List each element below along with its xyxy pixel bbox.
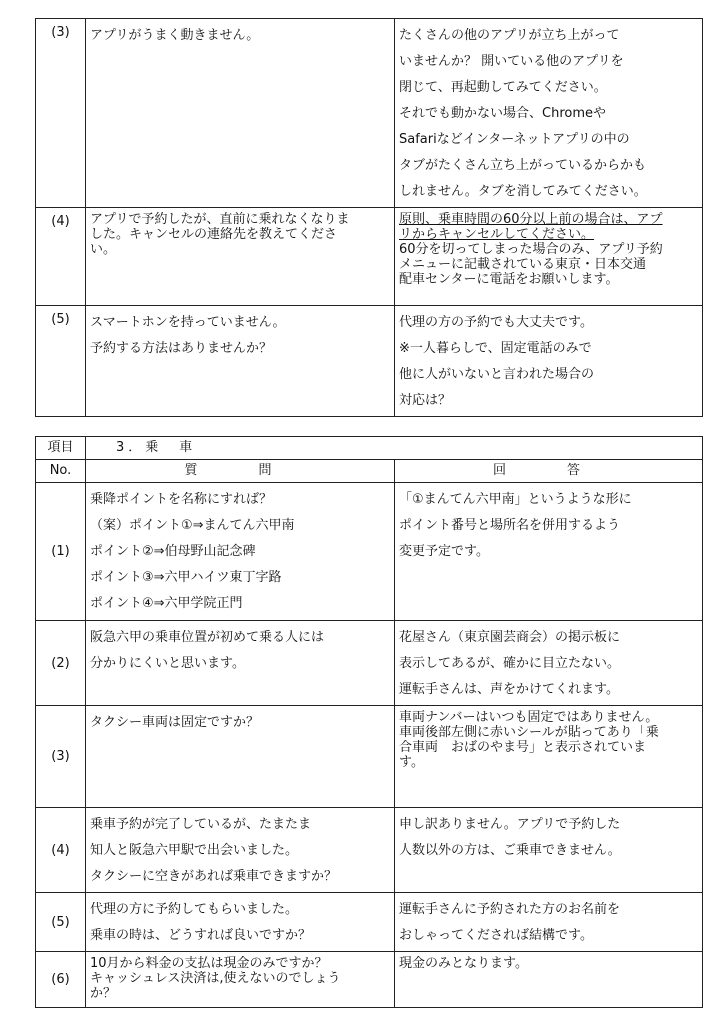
answer-line: 現金のみとなります。 xyxy=(399,956,528,971)
answer-line: 代理の方の予約でも大丈夫です。 xyxy=(399,315,593,330)
answer-line: 車両ナンバーはいつも固定ではありません。 xyxy=(399,710,659,725)
item-label: 項目 xyxy=(36,437,86,460)
answer-line: 表示してあるが、確かに目立たない。 xyxy=(399,656,621,671)
question-cell xyxy=(86,893,395,952)
answer-cell xyxy=(395,306,703,417)
question-line: 乗降ポイントを名称にすれば？ xyxy=(90,492,273,507)
answer-header-text: 回 答 xyxy=(492,463,604,478)
answer-cell xyxy=(395,483,703,621)
table-row xyxy=(36,621,703,706)
answer-cell xyxy=(395,706,703,808)
answer-line-underlined: 原則、乗車時間の60分以上前の場合は、アプ xyxy=(399,212,663,227)
section-header-row xyxy=(36,437,703,460)
answer-line: 「①まんてん六甲南」というような形に xyxy=(399,492,632,507)
row-number: (4) xyxy=(36,808,86,893)
question-line: アプリがうまく動きません。 xyxy=(90,28,260,43)
answer-line: たくさんの他のアプリが立ち上がって xyxy=(399,28,620,43)
row-number: (3) xyxy=(36,706,86,808)
question-line: 予約する方法はありませんか？ xyxy=(90,341,273,356)
answer-line-underlined: リからキャンセルしてください。 xyxy=(399,227,595,242)
question-cell xyxy=(86,952,395,1008)
answer-line: 60分を切ってしまった場合のみ、アプリ予約 xyxy=(399,242,663,257)
question-cell xyxy=(86,808,395,893)
answer-cell xyxy=(395,208,703,306)
answer-line: 運転手さんに予約された方のお名前を xyxy=(399,902,621,917)
faq-table-continued xyxy=(35,18,703,417)
question-line: した。キャンセルの連絡先を教えてくださ xyxy=(90,227,338,242)
answer-line: それでも動かない場合、Chromeや xyxy=(399,106,606,121)
answer-line: タブがたくさん立ち上がっているからかも xyxy=(399,158,647,173)
answer-line: 花屋さん（東京園芸商会）の掲示板に xyxy=(399,630,621,645)
question-line: か？ xyxy=(90,986,117,1001)
row-number: (2) xyxy=(36,621,86,706)
faq-table-boarding xyxy=(35,436,703,1008)
column-header-row xyxy=(36,460,703,483)
question-line: キャッシュレス決済は,使えないのでしょう xyxy=(90,971,341,986)
question-cell xyxy=(86,483,395,621)
question-line: 代理の方に予約してもらいました。 xyxy=(90,902,299,917)
answer-line: 変更予定です。 xyxy=(399,544,489,559)
answer-line: ※一人暮らしで、固定電話のみで xyxy=(399,341,592,356)
table-row xyxy=(36,808,703,893)
question-header xyxy=(86,460,395,483)
question-line: 阪急六甲の乗車位置が初めて乗る人には xyxy=(90,630,325,645)
answer-cell xyxy=(395,952,703,1008)
section-title xyxy=(86,437,703,460)
answer-line: いませんか？ 開いている他のアプリを xyxy=(399,54,624,69)
answer-line: しれません。タブを消してみてください。 xyxy=(399,184,647,199)
row-number: (5) xyxy=(36,893,86,952)
answer-cell xyxy=(395,19,703,208)
answer-line: 他に人がいないと言われた場合の xyxy=(399,367,595,382)
answer-cell xyxy=(395,893,703,952)
answer-line: 申し訳ありません。アプリで予約した xyxy=(399,817,621,832)
question-line: 知人と阪急六甲駅で出会いました。 xyxy=(90,843,299,858)
answer-line: 配車センターに電話をお願いします。 xyxy=(399,272,619,287)
row-number: (5) xyxy=(36,306,86,417)
answer-line: Safariなどインターネットアプリの中の xyxy=(399,132,630,147)
no-header: No. xyxy=(36,460,86,483)
table-row xyxy=(36,306,703,417)
question-line: 分かりにくいと思います。 xyxy=(90,656,245,671)
row-number: (1) xyxy=(36,483,86,621)
table-row xyxy=(36,952,703,1008)
question-line: い。 xyxy=(90,242,117,257)
answer-line: メニューに記載されている東京・日本交通 xyxy=(399,257,647,272)
question-line: 10月から料金の支払は現金のみですか？ xyxy=(90,956,328,971)
question-cell xyxy=(86,306,395,417)
row-number: (3) xyxy=(36,19,86,208)
row-number: (4) xyxy=(36,208,86,306)
answer-line: 合車両 おばのやま号」と表示されていま xyxy=(399,740,647,755)
question-line: スマートホンを持っていません。 xyxy=(90,315,286,330)
question-line: ポイント④⇒六甲学院正門 xyxy=(90,596,243,611)
table-row xyxy=(36,893,703,952)
table-row xyxy=(36,483,703,621)
answer-line: ポイント番号と場所名を併用するよう xyxy=(399,518,621,533)
table-row xyxy=(36,208,703,306)
question-line: タクシーに空きがあれば乗車できますか？ xyxy=(90,869,338,884)
answer-line: す。 xyxy=(399,755,424,770)
row-number: (6) xyxy=(36,952,86,1008)
question-line: 乗車の時は、どうすれば良いですか？ xyxy=(90,928,312,943)
answer-line: おしゃってくだされば結構です。 xyxy=(399,928,593,943)
question-cell xyxy=(86,19,395,208)
question-line: タクシー車両は固定ですか？ xyxy=(90,715,260,730)
answer-line: 対応は？ xyxy=(399,393,452,408)
answer-line: 閉じて、再起動してみてください。 xyxy=(399,80,607,95)
question-line: ポイント③⇒六甲ハイツ東丁字路 xyxy=(90,570,282,585)
question-line: ポイント②⇒伯母野山記念碑 xyxy=(90,544,256,559)
question-header-text: 質 問 xyxy=(184,463,296,478)
question-line: 乗車予約が完了しているが、たまたま xyxy=(90,817,312,832)
table-row xyxy=(36,19,703,208)
question-cell xyxy=(86,208,395,306)
answer-line: 運転手さんは、声をかけてくれます。 xyxy=(399,682,619,697)
answer-cell xyxy=(395,621,703,706)
table-row xyxy=(36,706,703,808)
answer-header xyxy=(395,460,703,483)
question-cell xyxy=(86,621,395,706)
question-line: （案）ポイント①⇒まんてん六甲南 xyxy=(90,518,295,533)
question-cell xyxy=(86,706,395,808)
section-title-text: 3．乗 車 xyxy=(116,440,197,455)
answer-line: 人数以外の方は、ご乗車できません。 xyxy=(399,843,621,858)
answer-line: 車両後部左側に赤いシールが貼ってあり「乗 xyxy=(399,725,659,740)
question-line: アプリで予約したが、直前に乗れなくなりま xyxy=(90,212,350,227)
answer-cell xyxy=(395,808,703,893)
